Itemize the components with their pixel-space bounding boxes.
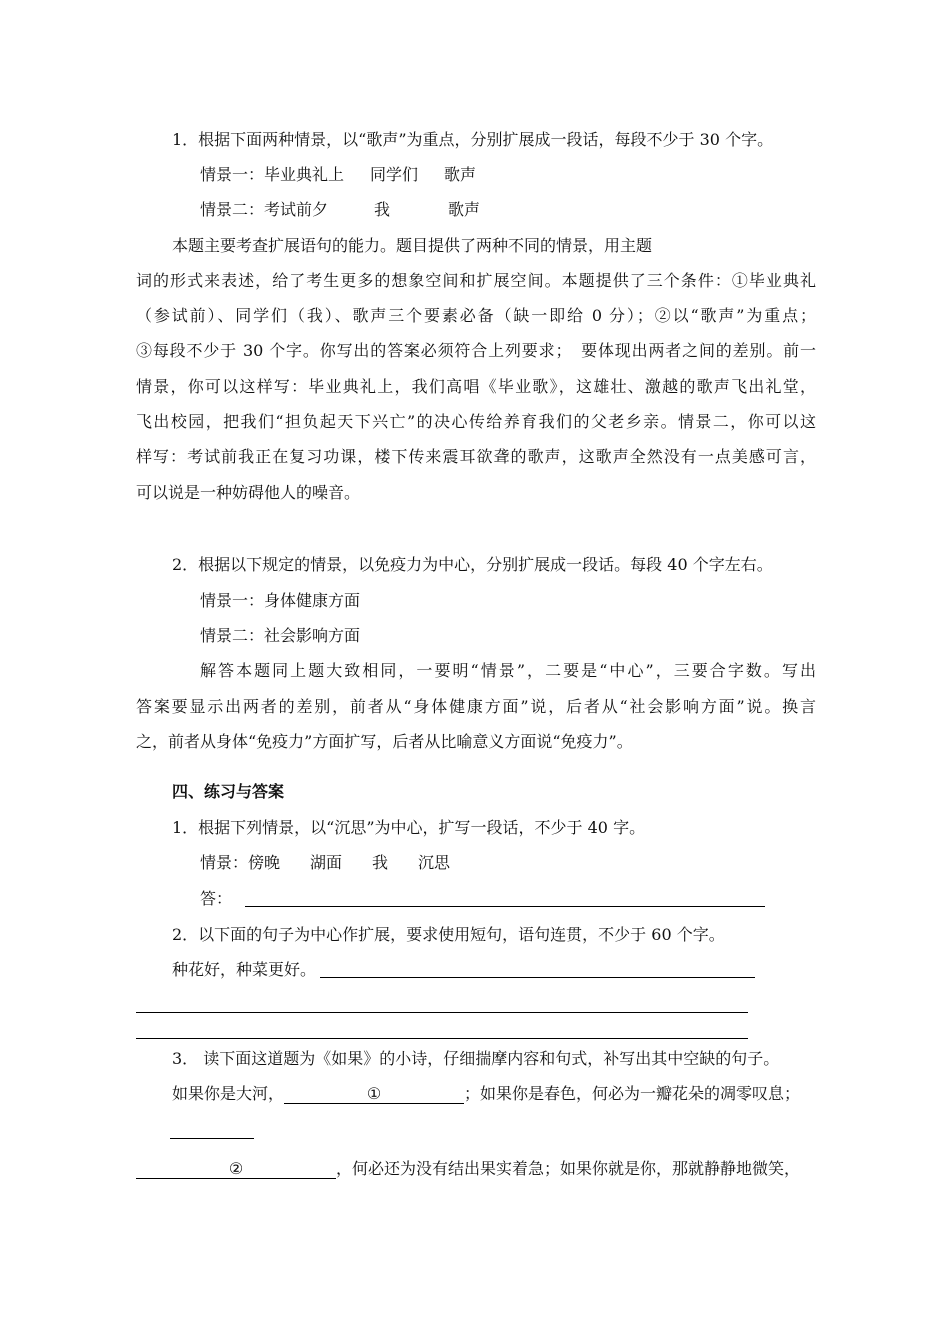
q1-analysis-line: 情景，你可以这样写：毕业典礼上，我们高唱《毕业歌》，这雄壮、激越的歌声飞出礼堂，: [136, 377, 816, 396]
q1-scene-1: 情景一：毕业典礼上 同学们 歌声: [200, 165, 477, 184]
ex2-answer-line[interactable]: [136, 1038, 748, 1039]
ex2-answer-line[interactable]: [136, 1012, 748, 1013]
ex3-poem-line-3: ② ，何必还为没有结出果实着急；如果你就是你，那就静静地微笑，: [136, 1158, 800, 1180]
q2-analysis-line: 之，前者从身体“免疫力”方面扩写，后者从比喻意义方面说“免疫力”。: [136, 732, 633, 751]
q2-stem: 2．根据以下规定的情景，以免疫力为中心，分别扩展成一段话。每段 40 个字左右。: [172, 555, 773, 574]
ex2-stem: 2．以下面的句子为中心作扩展，要求使用短句，语句连贯，不少于 60 个字。: [172, 925, 725, 944]
ex3-blank-line[interactable]: [170, 1138, 254, 1139]
q1-scene-2: 情景二：考试前夕 我 歌声: [200, 200, 481, 219]
q1-analysis-line: （参试前）、同学们（我）、歌声三个要素必备（缺一即给 0 分）；②以“歌声”为重点；: [136, 306, 816, 325]
q1-stem: 1．根据下面两种情景，以“歌声”为重点，分别扩展成一段话，每段不少于 30 个字。: [172, 130, 774, 149]
ex3-blank-1[interactable]: ①: [284, 1085, 464, 1104]
q2-analysis-line: 答案要显示出两者的差别，前者从“身体健康方面”说，后者从“社会影响方面”说。换言: [136, 697, 816, 716]
ex3-blank-2[interactable]: ②: [136, 1160, 336, 1179]
ex1-answer-label: 答：: [200, 889, 233, 908]
q1-analysis-line: ③每段不少于 30 个字。你写出的答案必须符合上列要求； 要体现出两者之间的差别。前一: [136, 341, 816, 360]
q1-analysis-line: 可以说是一种妨碍他人的噪音。: [136, 483, 361, 502]
section-heading: 四、练习与答案: [172, 782, 285, 801]
q1-analysis-line: 本题主要考查扩展语句的能力。题目提供了两种不同的情景，用主题: [172, 236, 653, 255]
ex3-stem: 3． 读下面这道题为《如果》的小诗，仔细揣摩内容和句式，补写出其中空缺的句子。: [172, 1049, 780, 1068]
q1-analysis-line: 样写：考试前我正在复习功课，楼下传来震耳欲聋的歌声，这歌声全然没有一点美感可言，: [136, 447, 816, 466]
q2-analysis-line: 解答本题同上题大致相同，一要明“情景”，二要是“中心”，三要合字数。写出: [200, 661, 816, 680]
ex1-stem: 1．根据下列情景，以“沉思”为中心，扩写一段话，不少于 40 字。: [172, 818, 646, 837]
ex1-scene: 情景：傍晚 湖面 我 沉思: [200, 853, 451, 872]
q1-analysis-line: 飞出校园，把我们“担负起天下兴亡”的决心传给养育我们的父老乡亲。情景二，你可以这: [136, 412, 816, 431]
q2-scene-2: 情景二：社会影响方面: [200, 626, 361, 645]
ex2-sentence: 种花好，种菜更好。: [172, 960, 317, 979]
ex3-poem-line-1: 如果你是大河， ① ；如果你是春色，何必为一瓣花朵的凋零叹息；: [172, 1084, 801, 1103]
q1-analysis-line: 词的形式来表述，给了考生更多的想象空间和扩展空间。本题提供了三个条件：①毕业典礼: [136, 271, 816, 290]
ex1-answer-line[interactable]: [245, 906, 765, 907]
q2-scene-1: 情景一：身体健康方面: [200, 591, 361, 610]
ex2-answer-line[interactable]: [320, 977, 755, 978]
